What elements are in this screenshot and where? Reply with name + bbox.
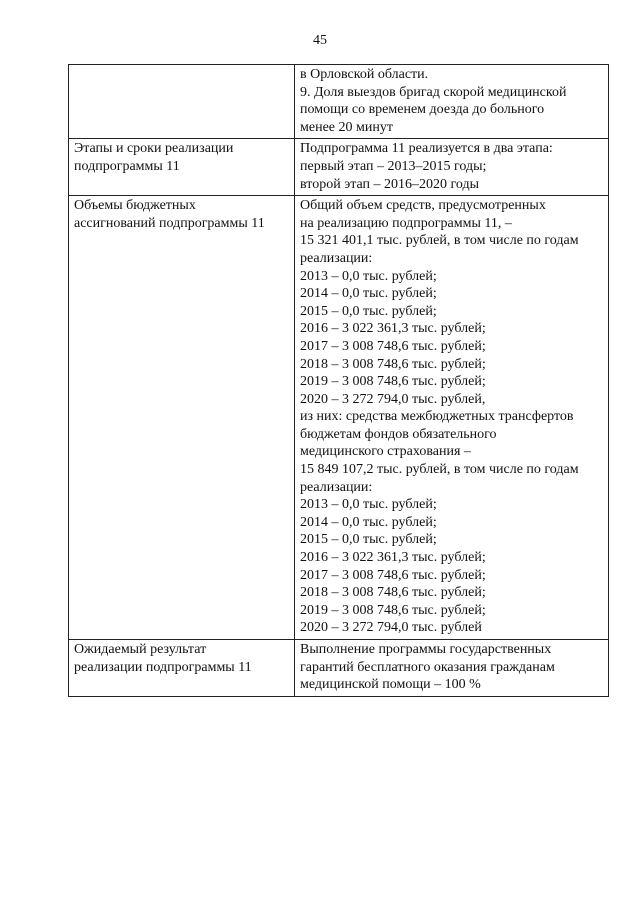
row-label-cell	[69, 196, 295, 640]
row-content-line: реализации:	[300, 250, 373, 266]
row-content-line: 2020 – 3 272 794,0 тыс. рублей	[300, 620, 482, 636]
row-content-line: 2018 – 3 008 748,6 тыс. рублей;	[300, 356, 486, 372]
page-number: 45	[313, 33, 327, 48]
row-content-cell	[295, 196, 609, 640]
row-content-line: 15 849 107,2 тыс. рублей, в том числе по годам	[300, 462, 579, 478]
row-content-line: 2016 – 3 022 361,3 тыс. рублей;	[300, 321, 486, 337]
row-content-line: 2019 – 3 008 748,6 тыс. рублей;	[300, 602, 486, 618]
row-content-cell	[295, 65, 609, 139]
row-content-line: первый этап – 2013–2015 годы;	[300, 158, 487, 174]
row-content-line: 2020 – 3 272 794,0 тыс. рублей,	[300, 391, 486, 407]
row-content-line: 2018 – 3 008 748,6 тыс. рублей;	[300, 585, 486, 601]
row-content-line: бюджетам фондов обязательного	[300, 426, 497, 442]
row-content-line: помощи со временем доезда до больного	[300, 102, 545, 118]
row-label-cell	[69, 139, 295, 196]
subprogram-passport-table	[68, 64, 609, 697]
row-content-line: реализации:	[300, 479, 373, 495]
table-body	[69, 65, 609, 697]
row-content-line: 15 321 401,1 тыс. рублей, в том числе по годам	[300, 233, 579, 249]
row-content-line: 2015 – 0,0 тыс. рублей;	[300, 532, 437, 548]
row-content-line: Подпрограмма 11 реализуется в два этапа:	[300, 141, 553, 157]
row-content-cell	[295, 640, 609, 697]
row-label-line: реализации подпрограммы 11	[74, 659, 252, 675]
row-content-line: второй этап – 2016–2020 годы	[300, 176, 480, 192]
row-label-line: Ожидаемый результат	[74, 642, 207, 657]
row-content-line: 2017 – 3 008 748,6 тыс. рублей;	[300, 567, 486, 583]
row-content-line: медицинского страхования –	[300, 444, 471, 460]
row-content-line: из них: средства межбюджетных трансфертов	[300, 409, 574, 425]
table-row	[69, 65, 609, 139]
row-label-line: подпрограммы 11	[74, 158, 180, 174]
table-row	[69, 640, 609, 697]
row-content-cell	[295, 139, 609, 196]
row-content-line: 2014 – 0,0 тыс. рублей;	[300, 514, 437, 530]
row-content-line: 2019 – 3 008 748,6 тыс. рублей;	[300, 374, 486, 390]
row-content-line: Общий объем средств, предусмотренных	[300, 198, 546, 214]
row-content-line: медицинской помощи – 100 %	[300, 677, 481, 693]
row-label-cell	[69, 65, 295, 139]
row-content-line: гарантий бесплатного оказания гражданам	[300, 659, 555, 675]
row-label-cell	[69, 640, 295, 697]
row-content-line: на реализацию подпрограммы 11, –	[300, 215, 512, 231]
row-content-line: менее 20 минут	[300, 119, 393, 135]
row-content-line: 2013 – 0,0 тыс. рублей;	[300, 497, 437, 513]
row-label-line: Объемы бюджетных	[74, 198, 196, 214]
row-content-line: 2017 – 3 008 748,6 тыс. рублей;	[300, 338, 486, 354]
row-label-line: ассигнований подпрограммы 11	[74, 215, 265, 231]
row-content-line: в Орловской области.	[300, 67, 429, 82]
row-content-line: 2015 – 0,0 тыс. рублей;	[300, 303, 437, 319]
row-content-line: 9. Доля выездов бригад скорой медицинской	[300, 84, 567, 100]
row-content-line: 2014 – 0,0 тыс. рублей;	[300, 286, 437, 302]
row-label-line: Этапы и сроки реализации	[74, 141, 234, 157]
table-row	[69, 196, 609, 640]
row-content-line: 2013 – 0,0 тыс. рублей;	[300, 268, 437, 284]
row-content-line: 2016 – 3 022 361,3 тыс. рублей;	[300, 550, 486, 566]
row-content-line: Выполнение программы государственных	[300, 642, 552, 657]
table-row	[69, 139, 609, 196]
